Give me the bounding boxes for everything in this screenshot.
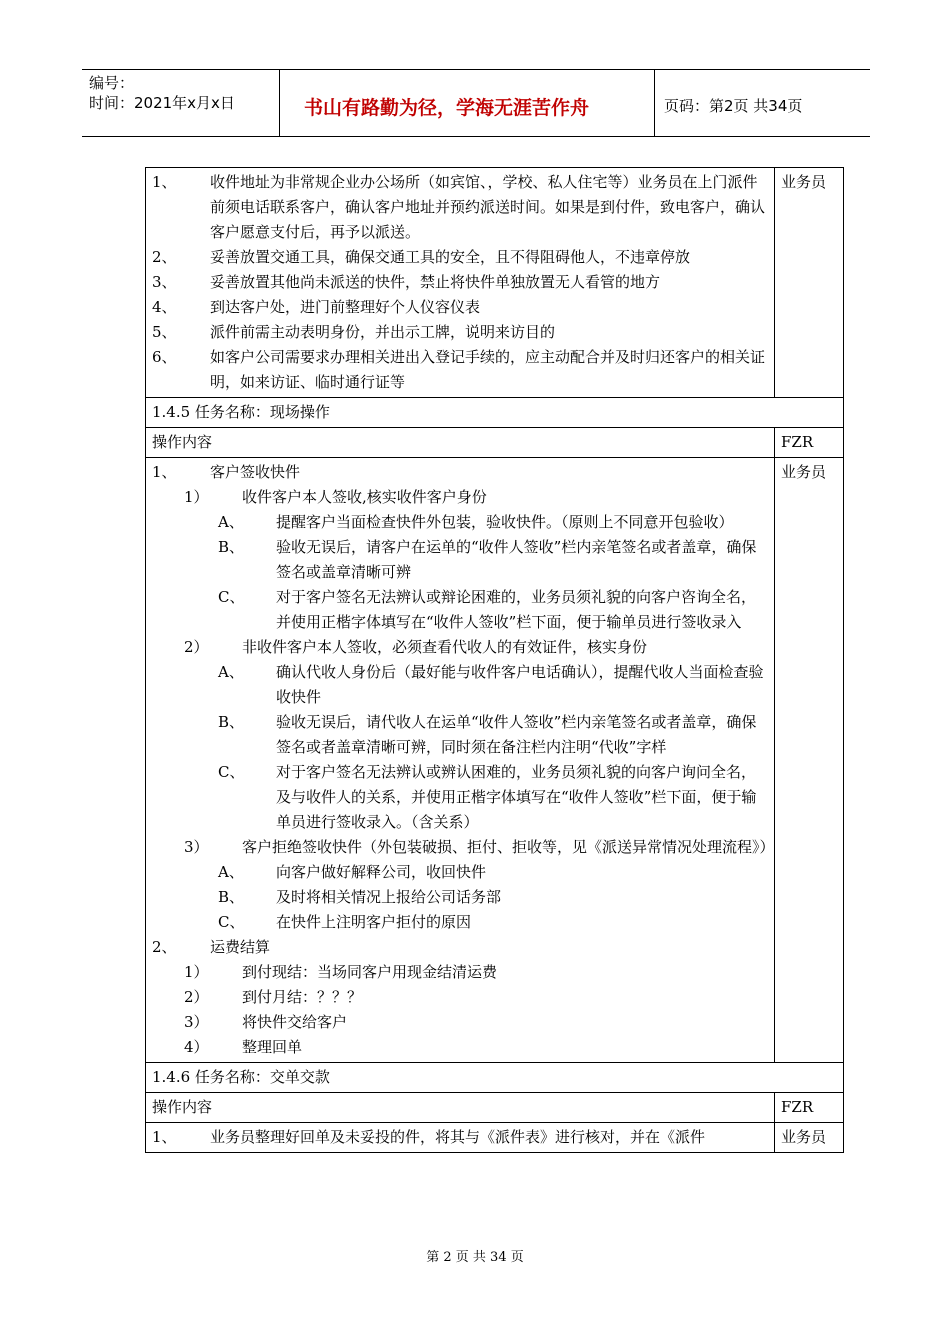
item-number: 1、 bbox=[152, 173, 177, 191]
list-item bbox=[152, 1035, 768, 1060]
item-number: 2） bbox=[184, 988, 209, 1006]
list-item bbox=[152, 1010, 768, 1035]
header-motto: 书山有路勤为径，学海无涯苦作舟 bbox=[304, 97, 590, 119]
responsible-cell: 业务员 bbox=[775, 168, 844, 398]
content-cell bbox=[146, 458, 775, 1063]
item-number: 1、 bbox=[152, 1128, 177, 1146]
item-text: 向客户做好解释公司，收回快件 bbox=[276, 863, 487, 881]
list-item bbox=[152, 460, 768, 485]
doc-time-label: 时间：2021年x月x日 bbox=[89, 94, 235, 112]
item-number: B、 bbox=[218, 538, 245, 556]
table-row bbox=[146, 428, 844, 458]
item-text: 妥善放置交通工具，确保交通工具的安全，且不得阻碍他人，不违章停放 bbox=[210, 248, 691, 266]
content-cell bbox=[146, 1123, 775, 1153]
item-number: A、 bbox=[218, 863, 244, 881]
list-item bbox=[152, 170, 768, 245]
list-item bbox=[152, 635, 768, 660]
item-number: 3、 bbox=[152, 273, 177, 291]
list-item bbox=[152, 245, 768, 270]
header-divider-left bbox=[279, 69, 280, 136]
item-text: 非收件客户本人签收，必须查看代收人的有效证件，核实身份 bbox=[242, 638, 648, 656]
item-number: C、 bbox=[218, 588, 245, 606]
item-text: 客户拒绝签收快件（外包装破损、拒付、拒收等，见《派送异常情况处理流程》） bbox=[242, 838, 775, 856]
header-divider-right bbox=[654, 69, 655, 136]
responsible-cell: 业务员 bbox=[775, 1123, 844, 1153]
header-top-rule bbox=[82, 69, 870, 70]
list-item bbox=[152, 910, 768, 935]
item-text: 收件地址为非常规企业办公场所（如宾馆、，学校、私人住宅等）业务员在上门派件前须电话联系客户，确认客户地址并预约派送时间。如果是到付件，致电客户，确认客户愿意支付后，再予以派送。 bbox=[210, 173, 766, 241]
item-text: 对于客户签名无法辨认或辩论困难的，业务员须礼貌的向客户咨询全名，并使用正楷字体填写在“收件人签收”栏下面，便于输单员进行签收录入 bbox=[276, 588, 757, 631]
item-number: A、 bbox=[218, 663, 244, 681]
item-text: 验收无误后，请客户在运单的“收件人签收”栏内亲笔签名或者盖章，确保签名或盖章清晰可辨 bbox=[276, 538, 757, 581]
list-item bbox=[152, 985, 768, 1010]
table-row bbox=[146, 1123, 844, 1153]
item-number: B、 bbox=[218, 888, 245, 906]
procedure-table bbox=[145, 167, 844, 1153]
item-number: 1） bbox=[184, 488, 209, 506]
responsible-cell: 业务员 bbox=[775, 458, 844, 1063]
page-footer: 第 2 页 共 34 页 bbox=[426, 1250, 524, 1265]
list-item bbox=[152, 295, 768, 320]
item-number: C、 bbox=[218, 763, 245, 781]
item-text: 在快件上注明客户拒付的原因 bbox=[276, 913, 472, 931]
column-header-responsible: FZR bbox=[775, 428, 844, 458]
item-text: 将快件交给客户 bbox=[242, 1013, 348, 1031]
list-item bbox=[152, 760, 768, 835]
table-row bbox=[146, 168, 844, 398]
item-number: 5、 bbox=[152, 323, 177, 341]
list-item bbox=[152, 585, 768, 635]
item-text: 运费结算 bbox=[210, 938, 271, 956]
item-text: 业务员整理好回单及未妥投的件，将其与《派件表》进行核对，并在《派件 bbox=[210, 1128, 706, 1146]
doc-code-label: 编号： bbox=[89, 74, 135, 92]
item-number: 4、 bbox=[152, 298, 177, 316]
list-item bbox=[152, 960, 768, 985]
list-item bbox=[152, 345, 768, 395]
item-number: C、 bbox=[218, 913, 245, 931]
list-item bbox=[152, 885, 768, 910]
item-text: 对于客户签名无法辨认或辨认困难的，业务员须礼貌的向客户询问全名，及与收件人的关系，并使用正楷字体填写在“收件人签收”栏下面，便于输单员进行签收录入。（含关系） bbox=[276, 763, 757, 831]
list-item bbox=[152, 660, 768, 710]
item-text: 整理回单 bbox=[242, 1038, 303, 1056]
list-item bbox=[152, 535, 768, 585]
item-number: 2、 bbox=[152, 938, 177, 956]
list-item bbox=[152, 1125, 768, 1150]
item-text: 如客户公司需要求办理相关进出入登记手续的，应主动配合并及时归还客户的相关证明，如来访证、临时通行证等 bbox=[210, 348, 766, 391]
task-title: 1.4.6 任务名称：交单交款 bbox=[146, 1063, 844, 1093]
column-header-content: 操作内容 bbox=[146, 1093, 775, 1123]
table-row bbox=[146, 398, 844, 428]
column-header-content: 操作内容 bbox=[146, 428, 775, 458]
item-text: 到付月结：？？？ bbox=[242, 988, 363, 1006]
list-item bbox=[152, 320, 768, 345]
list-item bbox=[152, 860, 768, 885]
item-number: 2） bbox=[184, 638, 209, 656]
item-number: 2、 bbox=[152, 248, 177, 266]
item-text: 妥善放置其他尚未派送的快件，禁止将快件单独放置无人看管的地方 bbox=[210, 273, 661, 291]
item-text: 提醒客户当面检查快件外包装，验收快件。（原则上不同意开包验收） bbox=[276, 513, 734, 531]
item-number: 1、 bbox=[152, 463, 177, 481]
header-bottom-rule bbox=[82, 136, 870, 137]
content-cell bbox=[146, 168, 775, 398]
table-row bbox=[146, 1063, 844, 1093]
task-title: 1.4.5 任务名称：现场操作 bbox=[146, 398, 844, 428]
list-item bbox=[152, 835, 775, 860]
item-number: 3） bbox=[184, 1013, 209, 1031]
item-number: 3） bbox=[184, 838, 209, 856]
item-number: A、 bbox=[218, 513, 244, 531]
item-text: 收件客户本人签收,核实收件客户身份 bbox=[242, 488, 487, 506]
item-number: 4） bbox=[184, 1038, 209, 1056]
table-row bbox=[146, 1093, 844, 1123]
item-number: 1） bbox=[184, 963, 209, 981]
list-item bbox=[152, 485, 768, 510]
item-text: 验收无误后，请代收人在运单“收件人签收”栏内亲笔签名或者盖章，确保签名或者盖章清晰可辨，同时须在备注栏内注明“代收”字样 bbox=[276, 713, 757, 756]
list-item bbox=[152, 510, 768, 535]
item-text: 客户签收快件 bbox=[210, 463, 301, 481]
list-item bbox=[152, 270, 768, 295]
table-row bbox=[146, 458, 844, 1063]
item-text: 到付现结：当场同客户用现金结清运费 bbox=[242, 963, 498, 981]
item-text: 派件前需主动表明身份，并出示工牌，说明来访目的 bbox=[210, 323, 556, 341]
item-text: 到达客户处，进门前整理好个人仪容仪表 bbox=[210, 298, 481, 316]
list-item bbox=[152, 710, 768, 760]
item-text: 确认代收人身份后（最好能与收件客户电话确认），提醒代收人当面检查验收快件 bbox=[276, 663, 764, 706]
column-header-responsible: FZR bbox=[775, 1093, 844, 1123]
item-number: 6、 bbox=[152, 348, 177, 366]
item-number: B、 bbox=[218, 713, 245, 731]
page-number-label: 页码：第2页 共34页 bbox=[664, 97, 803, 115]
list-item bbox=[152, 935, 768, 960]
item-text: 及时将相关情况上报给公司话务部 bbox=[276, 888, 502, 906]
